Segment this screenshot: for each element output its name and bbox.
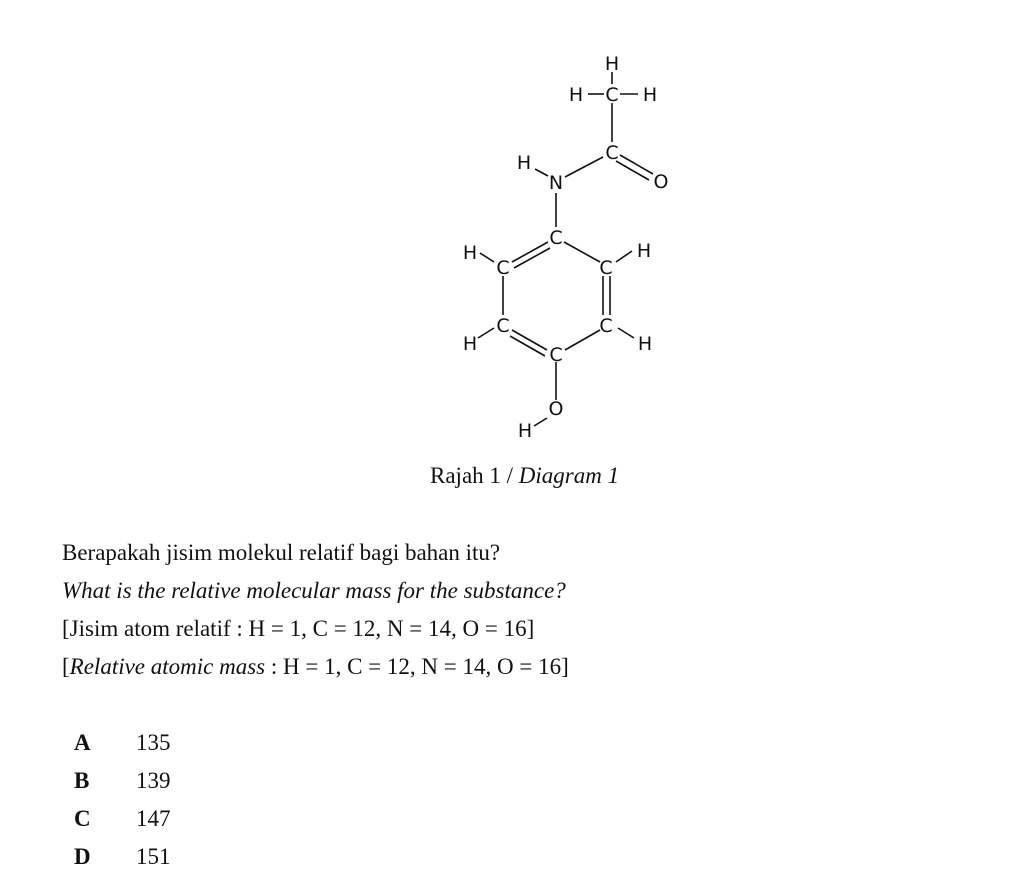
atom-h: H [642, 84, 658, 106]
option-value: 147 [136, 806, 171, 831]
bond-carbonyl-double-2 [616, 161, 649, 180]
option-value: 139 [136, 768, 171, 793]
option-c[interactable] [74, 806, 171, 832]
option-b[interactable] [74, 768, 171, 794]
bond-carbonyl-n [565, 157, 603, 177]
atom-c: C [599, 315, 613, 337]
atom-n: N [548, 172, 564, 194]
option-a[interactable] [74, 730, 171, 756]
option-letter: C [74, 806, 91, 831]
atom-c: C [496, 257, 510, 279]
atom-c: C [605, 142, 619, 164]
option-letter: A [74, 730, 91, 755]
relative-atomic-mass-english: [Relative atomic mass : H = 1, C = 12, N = 14, O = 16] [62, 654, 569, 679]
caption-english: Diagram 1 [518, 463, 620, 488]
relative-atomic-mass-malay: [Jisim atom relatif : H = 1, C = 12, N = 14, O = 16] [62, 616, 535, 641]
atom-c: C [605, 84, 619, 106]
atom-h: H [636, 240, 652, 262]
bonds [478, 72, 653, 426]
atom-h: H [604, 53, 620, 75]
diagram-caption [430, 463, 619, 489]
atom-c: C [549, 344, 563, 366]
atom-h: H [637, 333, 653, 355]
bond-carbonyl-double-1 [620, 155, 653, 174]
atom-c: C [549, 227, 563, 249]
atom-h: H [462, 333, 478, 355]
caption-malay: Rajah 1 / [430, 463, 519, 488]
bond-h-upper-right [616, 251, 632, 262]
bond-h-upper-left [480, 253, 494, 262]
bond-n-h [535, 169, 548, 176]
bond-ring-tr [564, 242, 600, 262]
option-letter: B [74, 768, 90, 793]
atom-o: O [548, 398, 564, 420]
atom-c: C [496, 315, 510, 337]
atom-h: H [517, 420, 533, 442]
bond-h-lower-right [618, 328, 634, 338]
atom-c: C [599, 257, 613, 279]
bond-ring-br [565, 330, 600, 350]
atom-h: H [568, 84, 584, 106]
bond-o-h [534, 418, 547, 426]
option-value: 135 [136, 730, 171, 755]
bond-h-lower-left [478, 328, 494, 338]
relative-atomic-mass-label: Relative atomic mass [69, 654, 266, 679]
option-letter: D [74, 844, 91, 869]
question-english: What is the relative molecular mass for the substance? [62, 578, 566, 603]
atom-h: H [462, 242, 478, 264]
relative-atomic-mass-values: : H = 1, C = 12, N = 14, O = 16] [265, 654, 569, 679]
question-malay: Berapakah jisim molekul relatif bagi bahan itu? [62, 540, 501, 565]
option-d[interactable] [74, 844, 171, 870]
option-value: 151 [136, 844, 171, 869]
atom-o: O [653, 171, 669, 193]
atom-h: H [516, 152, 532, 174]
